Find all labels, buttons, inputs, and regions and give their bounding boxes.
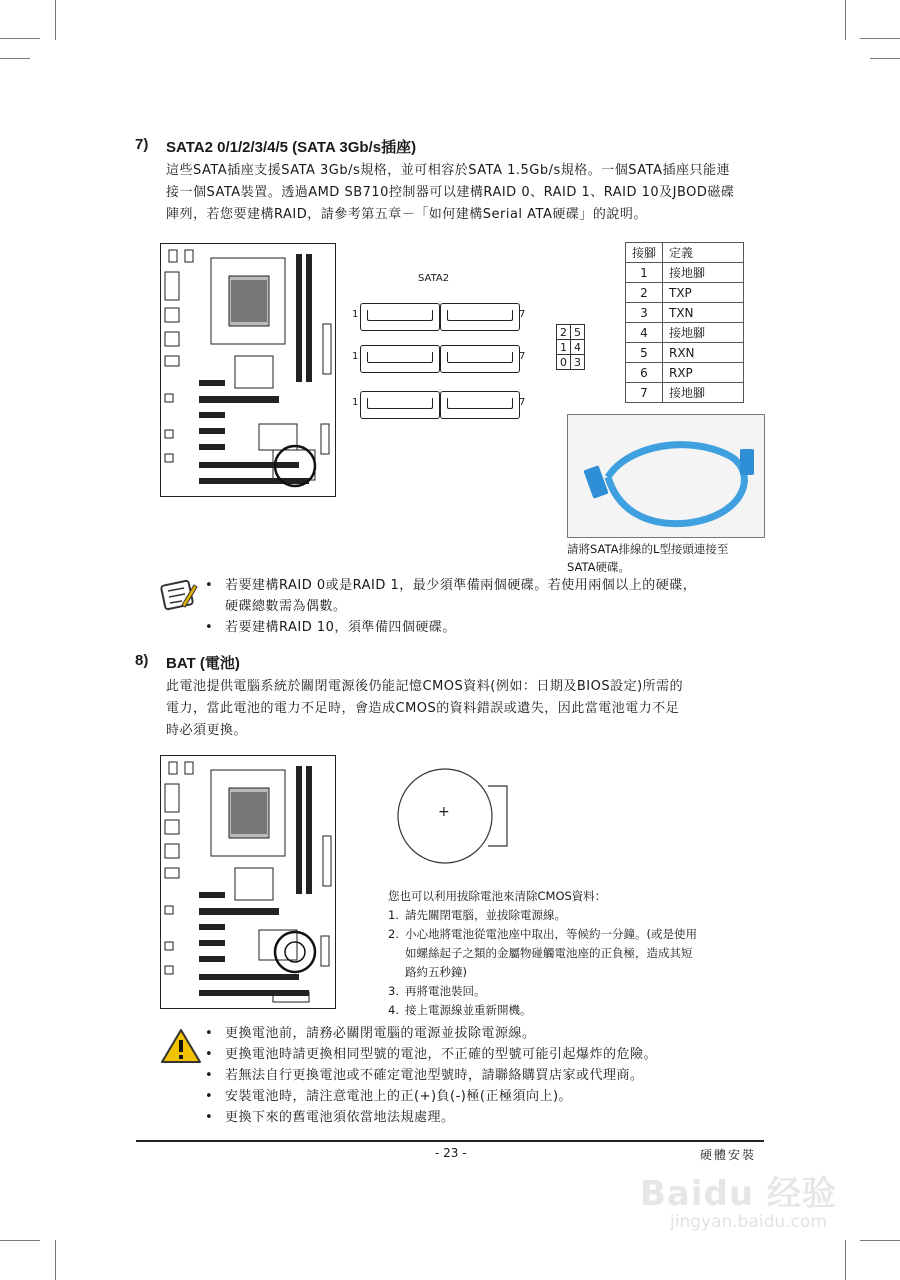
para-line: 陣列，若您要建構RAID，請參考第五章－「如何建構Serial ATA硬碟」的說明。 (166, 207, 647, 222)
pin-definition: RXP (663, 363, 744, 383)
table-row (626, 383, 744, 403)
sata-port-grid (556, 324, 585, 370)
section-7-title: SATA2 0/1/2/3/4/5 (SATA 3Gb/s插座) (166, 139, 417, 156)
step-item (388, 963, 697, 982)
note-text: • 若要建構RAID 0或是RAID 1，最少須準備兩個硬碟。若使用兩個以上的硬碟， (225, 578, 697, 593)
pin-number: 2 (626, 283, 663, 303)
battery-icon (393, 766, 523, 870)
list-item: • 若無法自行更換電池或不確定電池型號時，請聯絡購買店家或代理商。 (205, 1065, 657, 1086)
list-item: • 更換下來的舊電池須依當地法規處理。 (205, 1107, 657, 1128)
step-text: 再將電池裝回。 (405, 984, 486, 998)
port-number: 1 (557, 340, 571, 355)
step-text: 請先關閉電腦，並拔除電源線。 (405, 908, 566, 922)
sata-connector (440, 391, 520, 419)
pin-definition: RXN (663, 343, 744, 363)
note-icon (160, 577, 198, 613)
sata2-label: SATA2 (418, 273, 450, 284)
port-number: 5 (571, 325, 585, 340)
step-number: 2. (388, 927, 399, 941)
pin-number: 7 (626, 383, 663, 403)
step-text: 接上電源線並重新開機。 (405, 1003, 532, 1017)
pin-label: 7 (519, 309, 526, 320)
step-number: 1. (388, 908, 399, 922)
pin-definition: TXP (663, 283, 744, 303)
pin-number: 4 (626, 323, 663, 343)
para-line: 時必須更換。 (166, 723, 248, 738)
step-text: 如螺絲起子之類的金屬物碰觸電池座的正負極，造成其短 (405, 946, 693, 960)
battery-drawing (393, 766, 523, 870)
step-number: 4. (388, 1003, 399, 1017)
footer-rule (136, 1140, 764, 1142)
pin-definition: TXN (663, 303, 744, 323)
warning-icon (160, 1028, 202, 1064)
list-item: • 更換電池前，請務必關閉電腦的電源並拔除電源線。 (205, 1023, 657, 1044)
pin-label: 7 (519, 397, 526, 408)
page-number: - 23 - (435, 1146, 467, 1160)
pin-label: 1 (352, 309, 359, 320)
list-item: • 安裝電池時，請注意電池上的正(+)負(-)極(正極須向上)。 (205, 1086, 657, 1107)
sata-cable-photo (567, 414, 765, 538)
sata-connector (360, 303, 440, 331)
pin-label: 7 (519, 351, 526, 362)
sata-cable-image (568, 415, 764, 537)
port-number: 4 (571, 340, 585, 355)
para-line: 接一個SATA裝置。透過AMD SB710控制器可以建構RAID 0、RAID 1、RAID 10及JBOD磁碟 (166, 185, 735, 200)
pin-definition: 接地腳 (663, 323, 744, 343)
cmos-clear-steps (388, 887, 697, 1020)
pin-label: 1 (352, 397, 359, 408)
battery-warnings (205, 1023, 657, 1128)
sata-connector (360, 391, 440, 419)
port-number: 3 (571, 355, 585, 370)
header-cell: 接腳 (626, 243, 663, 263)
pin-definition: 接地腳 (663, 263, 744, 283)
motherboard-diagram-battery (160, 755, 336, 1009)
step-item (388, 1001, 697, 1020)
step-text: 路約五秒鐘) (405, 965, 467, 979)
step-item (388, 925, 697, 944)
motherboard-diagram (160, 243, 336, 497)
note-text: • 若要建構RAID 10，須準備四個硬碟。 (225, 620, 456, 635)
watermark-url: jingyan.baidu.com (670, 1212, 827, 1232)
table-row (626, 263, 744, 283)
pin-label: 1 (352, 351, 359, 362)
table-row (626, 303, 744, 323)
para-line: 這些SATA插座支援SATA 3Gb/s規格，並可相容於SATA 1.5Gb/s規格。一個SATA插座只能連 (166, 163, 730, 178)
steps-intro: 您也可以利用拔除電池來清除CMOS資料： (388, 889, 607, 903)
pin-number: 6 (626, 363, 663, 383)
port-number: 0 (557, 355, 571, 370)
step-text: 小心地將電池從電池座中取出，等候約一分鐘。(或是使用 (405, 927, 697, 941)
footer-section: 硬體安裝 (700, 1148, 757, 1162)
table-row (626, 323, 744, 343)
step-item (388, 906, 697, 925)
battery-plus-symbol: + (438, 804, 450, 820)
sata-connector (440, 345, 520, 373)
table-header (626, 243, 744, 263)
step-number: 3. (388, 984, 399, 998)
note-text: 硬碟總數需為偶數。 (225, 599, 347, 614)
motherboard-layout (161, 244, 335, 496)
pin-number: 1 (626, 263, 663, 283)
sata-connector (360, 345, 440, 373)
watermark-logo: Baidu 经验 (640, 1174, 837, 1214)
para-line: 此電池提供電腦系統於關閉電源後仍能記憶CMOS資料(例如：日期及BIOS設定)所需的 (166, 679, 684, 694)
motherboard-layout (161, 756, 335, 1008)
table-row (626, 343, 744, 363)
section-7-number: 7) (135, 136, 149, 153)
cable-caption (567, 540, 728, 576)
list-item (205, 575, 696, 617)
port-number: 2 (557, 325, 571, 340)
pin-number: 5 (626, 343, 663, 363)
table-row (626, 363, 744, 383)
caption-line: 請將SATA排線的L型接頭連接至 (567, 542, 729, 556)
section-7-paragraph (166, 160, 766, 226)
section-8-paragraph (166, 676, 766, 742)
header-cell: 定義 (663, 243, 744, 263)
caption-line: SATA硬碟。 (567, 560, 630, 574)
section-8-number: 8) (135, 652, 149, 669)
para-line: 電力，當此電池的電力不足時，會造成CMOS的資料錯誤或遺失，因此當電池電力不足 (166, 701, 680, 716)
pin-definition-table (625, 242, 744, 403)
list-item: • 更換電池時請更換相同型號的電池，不正確的型號可能引起爆炸的危險。 (205, 1044, 657, 1065)
table-row (626, 283, 744, 303)
pin-definition: 接地腳 (663, 383, 744, 403)
raid-notes (205, 575, 696, 638)
pin-number: 3 (626, 303, 663, 323)
step-item (388, 982, 697, 1001)
step-item (388, 944, 697, 963)
list-item (205, 617, 696, 638)
sata-connector (440, 303, 520, 331)
section-8-title: BAT (電池) (166, 655, 240, 672)
